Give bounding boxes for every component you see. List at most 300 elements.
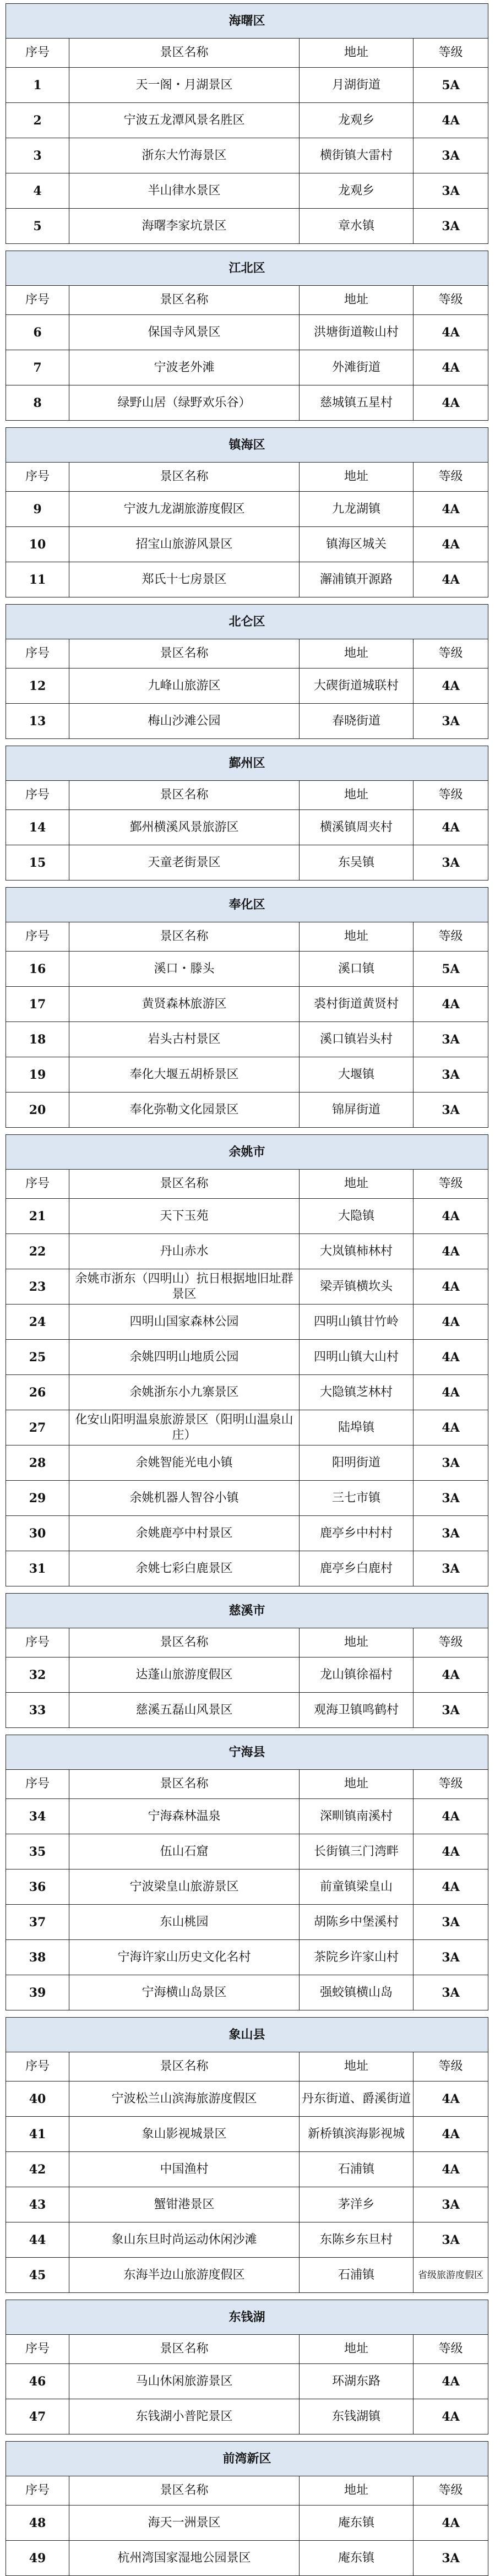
row-num: 3 [6,138,69,173]
table-row [6,1410,488,1445]
row-address: 章水镇 [300,209,414,244]
row-name: 宁波老外滩 [69,350,300,385]
section-title-row [6,1735,488,1770]
header-level: 等级 [414,639,488,669]
header-address: 地址 [300,1628,414,1657]
row-address: 强蛟镇横山岛 [300,1975,414,2010]
header-level: 等级 [414,463,488,492]
row-address: 洪塘街道鞍山村 [300,315,414,350]
row-level: 4A [414,2117,488,2152]
row-num: 2 [6,103,69,138]
header-level: 等级 [414,922,488,952]
row-num: 39 [6,1975,69,2010]
table-row [6,2082,488,2117]
header-num: 序号 [6,639,69,669]
row-num: 32 [6,1657,69,1693]
section-gap [6,244,488,251]
row-num: 17 [6,987,69,1022]
row-name: 宁海森林温泉 [69,1799,300,1834]
column-header-row [6,2335,488,2364]
row-name: 东钱湖小普陀景区 [69,2399,300,2434]
table-row [6,209,488,244]
row-name: 黄贤森林旅游区 [69,987,300,1022]
row-name: 梅山沙滩公园 [69,704,300,739]
row-num: 31 [6,1551,69,1586]
row-address: 四明山镇甘竹岭 [300,1305,414,1340]
row-num: 21 [6,1199,69,1234]
table-row [6,2187,488,2222]
section-table [6,604,488,739]
row-address: 大堰镇 [300,1057,414,1093]
scenic-area-document [6,3,488,2576]
section-gap [6,1728,488,1735]
row-name: 九峰山旅游区 [69,669,300,704]
row-level: 4A [414,2082,488,2117]
header-level: 等级 [414,2052,488,2082]
row-level: 4A [414,2152,488,2187]
row-name: 余姚四明山地质公园 [69,1340,300,1375]
header-address: 地址 [300,922,414,952]
header-num: 序号 [6,2476,69,2506]
section-table [6,746,488,881]
table-row [6,2222,488,2258]
section-gap [6,2010,488,2017]
row-level: 3A [414,1481,488,1516]
row-name: 象山影视城景区 [69,2117,300,2152]
row-address: 九龙湖镇 [300,492,414,527]
row-num: 34 [6,1799,69,1834]
section-gap [6,1128,488,1134]
header-name: 景区名称 [69,1628,300,1657]
row-name: 达蓬山旅游度假区 [69,1657,300,1693]
row-level: 3A [414,209,488,244]
row-num: 16 [6,952,69,987]
table-row [6,1869,488,1905]
row-num: 22 [6,1234,69,1269]
row-name: 杭州湾国家湿地公园景区 [69,2541,300,2576]
row-address: 大隐镇 [300,1199,414,1234]
row-num: 37 [6,1905,69,1940]
column-header-row [6,286,488,315]
row-address: 胡陈乡中堡溪村 [300,1905,414,1940]
row-level: 4A [414,1657,488,1693]
section-gap [6,1586,488,1593]
row-address: 横街镇大雷村 [300,138,414,173]
row-name: 绿野山居（绿野欢乐谷） [69,385,300,421]
row-level: 4A [414,103,488,138]
row-num: 19 [6,1057,69,1093]
header-level: 等级 [414,1628,488,1657]
row-num: 33 [6,1693,69,1728]
row-name: 余姚机器人智谷小镇 [69,1481,300,1516]
section-gap [6,597,488,604]
row-name: 宁波梁皇山旅游景区 [69,1869,300,1905]
row-name: 郑氏十七房景区 [69,562,300,597]
header-address: 地址 [300,639,414,669]
row-level: 4A [414,1834,488,1869]
table-row [6,1340,488,1375]
header-num: 序号 [6,2335,69,2364]
row-address: 镇海区城关 [300,527,414,562]
row-num: 24 [6,1305,69,1340]
row-name: 东海半边山旅游度假区 [69,2258,300,2293]
row-level: 4A [414,1305,488,1340]
header-address: 地址 [300,39,414,68]
header-level: 等级 [414,2476,488,2506]
row-level: 省级旅游度假区 [414,2258,488,2293]
section-title: 宁海县 [6,1735,488,1770]
row-address: 慈城镇五星村 [300,385,414,421]
row-name: 奉化大堰五胡桥景区 [69,1057,300,1093]
row-name: 奉化弥勒文化园景区 [69,1093,300,1128]
row-level: 4A [414,1269,488,1305]
row-address: 石浦镇 [300,2258,414,2293]
row-num: 49 [6,2541,69,2576]
row-level: 4A [414,1869,488,1905]
row-level: 3A [414,1516,488,1551]
row-address: 大碶街道城联村 [300,669,414,704]
table-row [6,492,488,527]
row-level: 3A [414,1022,488,1057]
row-num: 44 [6,2222,69,2258]
header-name: 景区名称 [69,922,300,952]
row-level: 4A [414,987,488,1022]
row-name: 中国渔村 [69,2152,300,2187]
row-num: 1 [6,68,69,103]
row-address: 溪口镇岩头村 [300,1022,414,1057]
section-title: 海曙区 [6,4,488,39]
row-num: 28 [6,1445,69,1481]
section-title: 江北区 [6,251,488,286]
row-level: 3A [414,845,488,881]
row-num: 25 [6,1340,69,1375]
section-gap [6,739,488,746]
row-address: 三七市镇 [300,1481,414,1516]
section-title: 前湾新区 [6,2442,488,2476]
row-num: 47 [6,2399,69,2434]
table-row [6,1057,488,1093]
section-title-row [6,746,488,781]
row-num: 29 [6,1481,69,1516]
header-num: 序号 [6,463,69,492]
row-name: 四明山国家森林公园 [69,1305,300,1340]
row-level: 4A [414,1410,488,1445]
section-table [6,1593,488,1728]
row-level: 4A [414,385,488,421]
row-address: 鹿亭乡中村村 [300,1516,414,1551]
row-level: 3A [414,138,488,173]
header-name: 景区名称 [69,463,300,492]
row-num: 35 [6,1834,69,1869]
row-name: 余姚智能光电小镇 [69,1445,300,1481]
column-header-row [6,39,488,68]
table-row [6,1022,488,1057]
column-header-row [6,2052,488,2082]
table-row [6,2364,488,2399]
section-title: 鄞州区 [6,746,488,781]
row-name: 伍山石窟 [69,1834,300,1869]
row-name: 海曙李家坑景区 [69,209,300,244]
row-level: 4A [414,1799,488,1834]
section-gap [6,2434,488,2441]
header-name: 景区名称 [69,1770,300,1799]
row-address: 梁弄镇横坎头 [300,1269,414,1305]
row-address: 长街镇三门湾畔 [300,1834,414,1869]
header-address: 地址 [300,781,414,810]
header-level: 等级 [414,39,488,68]
row-name: 东山桃园 [69,1905,300,1940]
header-num: 序号 [6,286,69,315]
row-name: 鄞州横溪风景旅游区 [69,810,300,845]
header-level: 等级 [414,1170,488,1199]
row-level: 4A [414,1375,488,1410]
column-header-row [6,922,488,952]
row-name: 丹山赤水 [69,1234,300,1269]
table-row [6,1940,488,1975]
row-address: 丹东街道、爵溪街道 [300,2082,414,2117]
section-title-row [6,428,488,463]
header-name: 景区名称 [69,781,300,810]
row-num: 5 [6,209,69,244]
section-title-row [6,1135,488,1170]
header-address: 地址 [300,286,414,315]
row-level: 3A [414,173,488,209]
row-num: 20 [6,1093,69,1128]
row-name: 海天一洲景区 [69,2506,300,2541]
section-table [6,3,488,244]
row-address: 横溪镇周夹村 [300,810,414,845]
table-row [6,704,488,739]
section-table [6,887,488,1128]
row-name: 宁波松兰山滨海旅游度假区 [69,2082,300,2117]
row-address: 鹿亭乡白鹿村 [300,1551,414,1586]
row-level: 4A [414,527,488,562]
header-name: 景区名称 [69,39,300,68]
row-address: 春晓街道 [300,704,414,739]
row-level: 4A [414,2364,488,2399]
table-row [6,987,488,1022]
section-title: 镇海区 [6,428,488,463]
header-num: 序号 [6,1170,69,1199]
table-row [6,1516,488,1551]
section-table [6,1735,488,2010]
row-level: 3A [414,1975,488,2010]
row-name: 浙东大竹海景区 [69,138,300,173]
row-address: 石浦镇 [300,2152,414,2187]
header-address: 地址 [300,2335,414,2364]
row-level: 4A [414,2506,488,2541]
row-level: 3A [414,1057,488,1093]
row-address: 茅洋乡 [300,2187,414,2222]
header-name: 景区名称 [69,639,300,669]
row-name: 保国寺风景区 [69,315,300,350]
table-row [6,1093,488,1128]
column-header-row [6,781,488,810]
row-address: 庵东镇 [300,2506,414,2541]
section-title: 奉化区 [6,888,488,922]
row-name: 慈溪五磊山风景区 [69,1693,300,1728]
section-table [6,251,488,421]
row-address: 外滩街道 [300,350,414,385]
row-num: 11 [6,562,69,597]
row-num: 4 [6,173,69,209]
header-address: 地址 [300,2476,414,2506]
row-level: 4A [414,1199,488,1234]
section-title-row [6,1594,488,1628]
section-title-row [6,251,488,286]
row-num: 36 [6,1869,69,1905]
row-level: 3A [414,704,488,739]
header-num: 序号 [6,2052,69,2082]
section-table [6,1134,488,1586]
column-header-row [6,1770,488,1799]
header-name: 景区名称 [69,286,300,315]
table-row [6,2541,488,2576]
row-name: 象山东旦时尚运动休闲沙滩 [69,2222,300,2258]
row-name: 天一阁・月湖景区 [69,68,300,103]
table-row [6,2258,488,2293]
table-row [6,952,488,987]
table-row [6,669,488,704]
row-level: 3A [414,1551,488,1586]
row-num: 43 [6,2187,69,2222]
row-address: 茶院乡许家山村 [300,1940,414,1975]
table-row [6,1481,488,1516]
row-num: 26 [6,1375,69,1410]
row-num: 10 [6,527,69,562]
header-address: 地址 [300,463,414,492]
row-name: 岩头古村景区 [69,1022,300,1057]
row-name: 宁波五龙潭风景名胜区 [69,103,300,138]
row-address: 龙观乡 [300,173,414,209]
table-row [6,1269,488,1305]
row-level: 3A [414,1905,488,1940]
header-address: 地址 [300,1170,414,1199]
table-row [6,68,488,103]
row-address: 四明山镇大山村 [300,1340,414,1375]
section-table [6,2017,488,2293]
header-num: 序号 [6,1628,69,1657]
row-name: 宁海横山岛景区 [69,1975,300,2010]
table-row [6,315,488,350]
row-num: 30 [6,1516,69,1551]
row-num: 42 [6,2152,69,2187]
row-num: 38 [6,1940,69,1975]
row-level: 5A [414,68,488,103]
table-row [6,2506,488,2541]
row-num: 14 [6,810,69,845]
table-row [6,810,488,845]
row-name: 余姚鹿亭中村景区 [69,1516,300,1551]
row-name: 招宝山旅游风景区 [69,527,300,562]
header-address: 地址 [300,1770,414,1799]
row-address: 环湖东路 [300,2364,414,2399]
table-row [6,2117,488,2152]
row-level: 4A [414,1340,488,1375]
section-title-row [6,2442,488,2476]
section-title: 余姚市 [6,1135,488,1170]
row-level: 3A [414,2541,488,2576]
row-num: 48 [6,2506,69,2541]
column-header-row [6,1170,488,1199]
row-num: 12 [6,669,69,704]
header-level: 等级 [414,2335,488,2364]
table-row [6,138,488,173]
row-level: 4A [414,1234,488,1269]
row-num: 18 [6,1022,69,1057]
header-name: 景区名称 [69,2052,300,2082]
section-gap [6,881,488,887]
section-title-row [6,2018,488,2052]
row-address: 大隐镇芝林村 [300,1375,414,1410]
row-address: 月湖街道 [300,68,414,103]
row-address: 深甽镇南溪村 [300,1799,414,1834]
table-row [6,1834,488,1869]
row-name: 余姚市浙东（四明山）抗日根据地旧址群景区 [69,1269,300,1305]
row-level: 3A [414,1445,488,1481]
row-address: 裘村街道黄贤村 [300,987,414,1022]
row-level: 3A [414,1940,488,1975]
section-table [6,427,488,597]
header-level: 等级 [414,1770,488,1799]
table-row [6,1551,488,1586]
row-name: 余姚浙东小九寨景区 [69,1375,300,1410]
row-level: 3A [414,1093,488,1128]
row-num: 41 [6,2117,69,2152]
table-row [6,1693,488,1728]
row-address: 澥浦镇开源路 [300,562,414,597]
row-name: 天下玉苑 [69,1199,300,1234]
column-header-row [6,2476,488,2506]
section-gap [6,2293,488,2300]
table-row [6,562,488,597]
table-row [6,1305,488,1340]
table-row [6,1657,488,1693]
table-row [6,1975,488,2010]
row-level: 4A [414,492,488,527]
row-name: 余姚七彩白鹿景区 [69,1551,300,1586]
row-level: 3A [414,2222,488,2258]
header-num: 序号 [6,781,69,810]
table-row [6,1199,488,1234]
row-address: 观海卫镇鸣鹤村 [300,1693,414,1728]
header-level: 等级 [414,781,488,810]
header-address: 地址 [300,2052,414,2082]
table-row [6,1905,488,1940]
row-name: 天童老街景区 [69,845,300,881]
row-level: 4A [414,669,488,704]
row-level: 4A [414,810,488,845]
row-name: 宁波九龙湖旅游度假区 [69,492,300,527]
row-name: 宁海许家山历史文化名村 [69,1940,300,1975]
row-name: 蟹钳港景区 [69,2187,300,2222]
row-address: 锦屏街道 [300,1093,414,1128]
row-level: 4A [414,350,488,385]
header-num: 序号 [6,39,69,68]
row-name: 溪口・滕头 [69,952,300,987]
table-row [6,2399,488,2434]
header-name: 景区名称 [69,1170,300,1199]
row-address: 阳明街道 [300,1445,414,1481]
row-name: 化安山阳明温泉旅游景区（阳明山温泉山庄） [69,1410,300,1445]
row-level: 5A [414,952,488,987]
table-row [6,103,488,138]
section-gap [6,421,488,427]
table-row [6,1445,488,1481]
table-row [6,350,488,385]
row-level: 4A [414,2399,488,2434]
row-num: 15 [6,845,69,881]
